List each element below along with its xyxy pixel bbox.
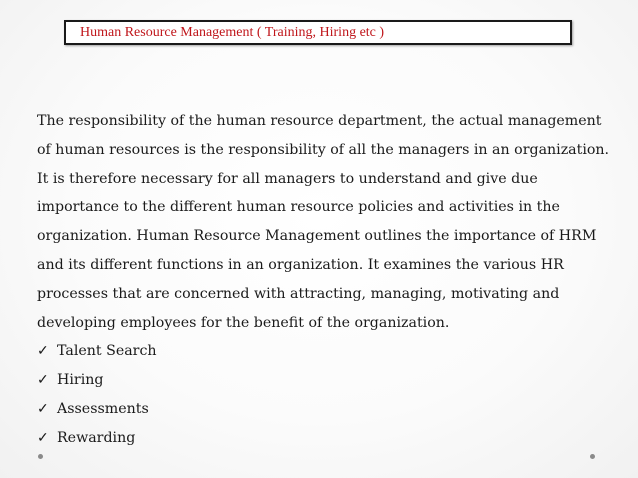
bullet-item: [37, 395, 603, 424]
footer-dot-right-icon: [590, 454, 595, 459]
checkmark-icon: ✓: [37, 400, 49, 417]
slide-body: [37, 107, 610, 453]
slide-title: Human Resource Management ( Training, Hiring etc ): [80, 25, 385, 40]
bullet-item: [37, 366, 603, 395]
paragraph-line: developing employees for the benefit of the organization.: [37, 314, 450, 331]
checkmark-icon: ✓: [37, 372, 49, 389]
paragraph-line: and its different functions in an organization. It examines the various HR: [37, 256, 564, 273]
paragraph-line: of human resources is the responsibility of all the managers in an organization.: [37, 141, 610, 158]
bullet-label: Talent Search: [57, 343, 157, 360]
paragraph-line: importance to the different human resource policies and activities in the: [37, 199, 560, 216]
paragraph-line: processes that are concerned with attracting, managing, motivating and: [37, 285, 560, 302]
paragraph-line: organization. Human Resource Management outlines the importance of HRM: [37, 228, 597, 245]
bullet-label: Rewarding: [57, 429, 136, 446]
title-box: [64, 20, 572, 45]
paragraph-line: It is therefore necessary for all managers to understand and give due: [37, 170, 538, 187]
bullet-list: [37, 337, 603, 452]
bullet-label: Hiring: [57, 372, 104, 389]
checkmark-icon: ✓: [37, 429, 49, 446]
bullet-item: [37, 337, 603, 366]
bullet-label: Assessments: [57, 400, 149, 417]
bullet-item: [37, 424, 603, 453]
checkmark-icon: ✓: [37, 343, 49, 360]
paragraph-line: The responsibility of the human resource department, the actual management: [37, 113, 602, 129]
body-paragraph: [37, 107, 610, 337]
footer-dot-left-icon: [38, 454, 43, 459]
